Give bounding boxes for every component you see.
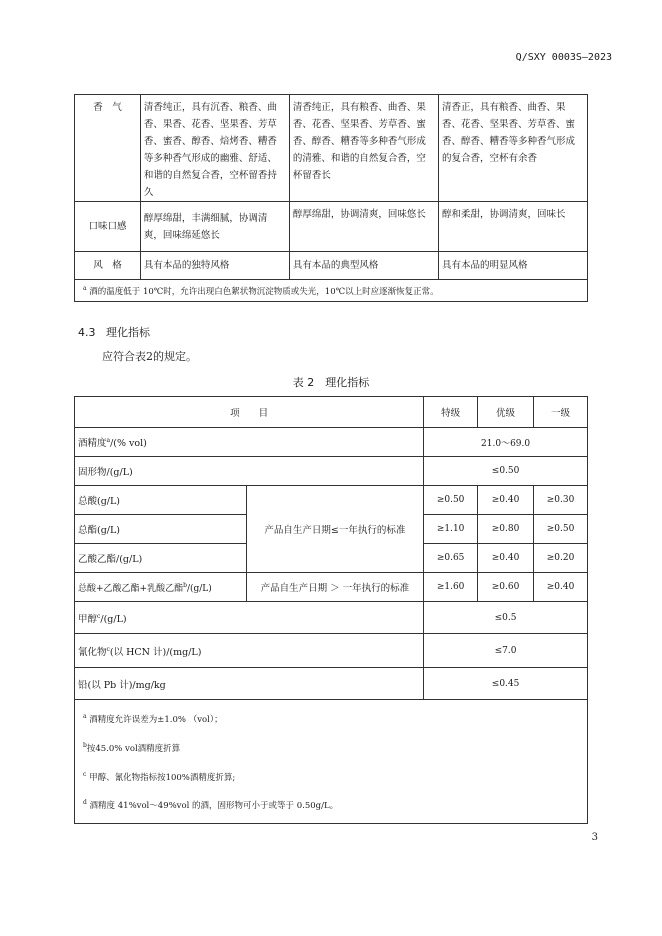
footnote: $^b$按45.0% vol酒精度折算 <box>83 741 181 754</box>
value-first: ≥0.20 <box>534 544 588 573</box>
item-value: 21.0～69.0 <box>424 428 588 457</box>
value-premium: ≥0.65 <box>424 544 478 573</box>
table-row <box>75 457 588 486</box>
table-row <box>75 95 588 202</box>
table-caption: 表 2 理化指标 <box>292 376 370 389</box>
table-row <box>75 602 588 634</box>
value-premium: ≥0.50 <box>424 486 478 515</box>
footnotes-row <box>75 700 588 824</box>
table-row <box>75 634 588 668</box>
value-superior: ≥0.80 <box>478 515 534 544</box>
item-name: 总酯(g/L) <box>75 515 247 544</box>
item-name: 氰化物$^c$(以 HCN 计)/(mg/L) <box>75 634 424 668</box>
item-name: 甲醇$^c$/(g/L) <box>75 602 424 634</box>
value-superior: ≥0.40 <box>478 544 534 573</box>
item-name: 铅(以 Pb 计)/mg/kg <box>75 668 424 700</box>
item-value: ≤0.45 <box>424 668 588 700</box>
value-first: ≥0.30 <box>534 486 588 515</box>
item-value: ≤0.50 <box>424 457 588 486</box>
table-row <box>75 668 588 700</box>
table-row <box>75 202 588 252</box>
condition-cell: 产品自生产日期 ＞ 一年执行的标准 <box>246 573 424 602</box>
value-first: ≥0.40 <box>534 573 588 602</box>
item-value: ≤0.5 <box>424 602 588 634</box>
item-name: 总酸(g/L) <box>75 486 247 515</box>
grade-premium-cell: 醇厚绵甜，丰满细腻，协调清爽，回味绵延悠长 <box>140 202 289 252</box>
grade-first-cell: 醇和柔甜，协调清爽，回味长 <box>438 202 587 252</box>
grade-premium-cell: 清香纯正，具有沉香、粮香、曲香、果香、花香、坚果香、芳草香、蜜香、醇香、焙烤香、糟香等多种香气形成的幽雅、舒适、和谐的自然复合香，空杯留香持久 <box>140 95 289 202</box>
item-name: 酒精度$^a$/(% vol) <box>75 428 424 457</box>
grade-first-cell: 具有本品的明显风格 <box>438 252 587 280</box>
item-name: 总酸+乙酸乙酯+乳酸乙酯$^b$/(g/L) <box>75 573 247 602</box>
table-header-row <box>75 397 588 428</box>
section-heading: 4.3 理化指标 <box>78 326 150 339</box>
section-text: 应符合表2的规定。 <box>102 350 197 363</box>
grade-superior-cell: 清香纯正，具有粮香、曲香、果香、花香、坚果香、芳草香、蜜香、醇香、糟香等多种香气形成的清雅、和谐的自然复合香，空杯留香长 <box>289 95 438 202</box>
physicochemical-table <box>74 396 588 824</box>
item-name: 乙酸乙酯/(g/L) <box>75 544 247 573</box>
grade-superior-cell: 醇厚绵甜，协调清爽，回味悠长 <box>289 202 438 252</box>
item-name: 固形物/(g/L) <box>75 457 424 486</box>
value-superior: ≥0.40 <box>478 486 534 515</box>
value-superior: ≥0.60 <box>478 573 534 602</box>
footnote: $^d$ 酒精度 41%vol～49%vol 的酒，固形物可小于或等于 0.50g/L。 <box>83 799 339 812</box>
value-premium: ≥1.60 <box>424 573 478 602</box>
table-row <box>75 573 588 602</box>
grade-superior-cell: 具有本品的典型风格 <box>289 252 438 280</box>
table-row <box>75 252 588 280</box>
footnote: $^c$ 甲醇、氰化物指标按100%酒精度折算; <box>83 770 236 783</box>
grade-first-cell: 清香正，具有粮香、曲香、果香、花香、坚果香、芳草香、蜜香、醇香、糟香等多种香气形成的复合香，空杯有余香 <box>438 95 587 202</box>
page-number: 3 <box>591 832 598 843</box>
condition-cell: 产品自生产日期≤一年执行的标准 <box>246 486 424 573</box>
header-grade-first: 一级 <box>534 397 588 428</box>
table-row <box>75 486 588 515</box>
row-label: 风 格 <box>75 252 141 280</box>
header-grade-superior: 优级 <box>478 397 534 428</box>
footnote: $^a$ 酒精度允许误差为±1.0% （vol）； <box>83 713 223 725</box>
sensory-table <box>74 94 588 302</box>
table-note-row <box>75 280 588 302</box>
table-note: $^a$ 酒的温度低于 10℃时，允许出现白色絮状物沉淀物质或失光，10℃以上时应逐渐恢复正常。 <box>75 280 588 302</box>
value-first: ≥0.50 <box>534 515 588 544</box>
document-code: Q/SXY 0003S—2023 <box>515 52 612 63</box>
value-premium: ≥1.10 <box>424 515 478 544</box>
row-label: 口味口感 <box>75 202 141 252</box>
grade-premium-cell: 具有本品的独特风格 <box>140 252 289 280</box>
footnotes <box>75 700 588 824</box>
header-item: 项 目 <box>75 397 424 428</box>
table-row <box>75 428 588 457</box>
row-label: 香 气 <box>75 95 141 202</box>
item-value: ≤7.0 <box>424 634 588 668</box>
header-grade-premium: 特级 <box>424 397 478 428</box>
